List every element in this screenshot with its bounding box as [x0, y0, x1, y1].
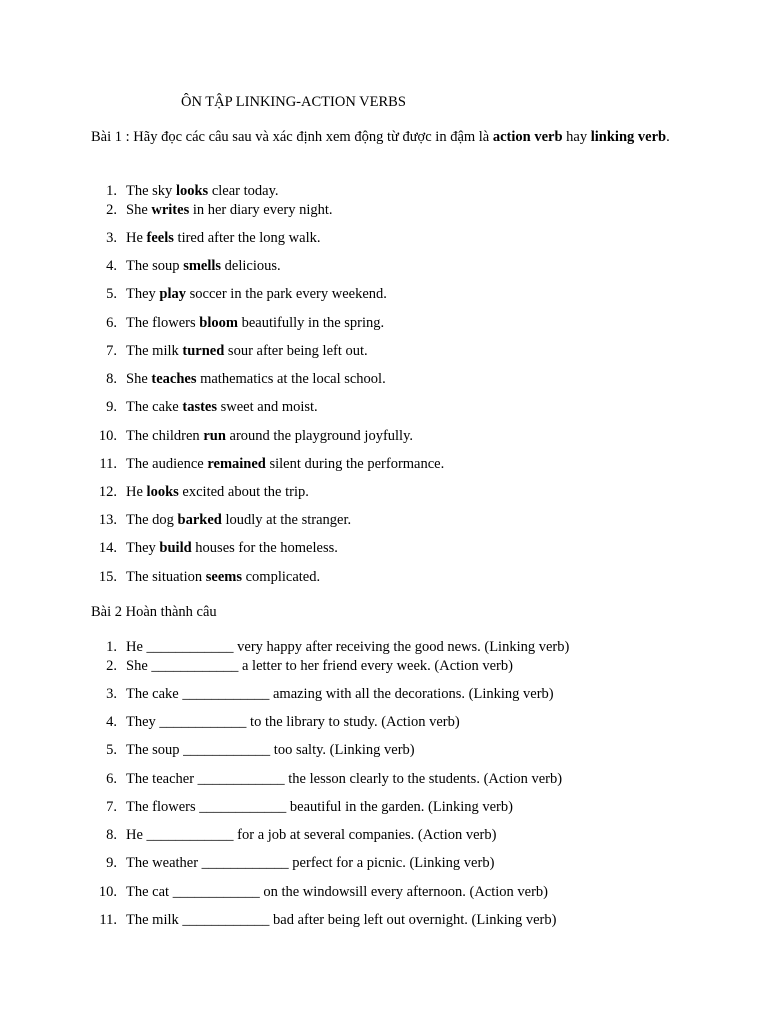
item-bold-verb: run	[203, 428, 226, 444]
item-number: 2.	[106, 202, 117, 218]
exercise2-item	[91, 740, 415, 760]
exercise1-intro-action-verb: action verb	[492, 129, 563, 145]
item-sentence: He ____________ for a job at several companies. (Action verb)	[126, 827, 497, 843]
item-bold-verb: turned	[182, 343, 225, 359]
exercise1-intro-period: .	[666, 129, 670, 145]
item-number: 11.	[99, 912, 117, 928]
item-text-after: delicious.	[221, 258, 281, 274]
item-text-before: The situation	[126, 569, 206, 585]
item-bold-verb: writes	[151, 202, 190, 218]
exercise1-item	[91, 341, 368, 361]
item-number: 10.	[98, 884, 117, 900]
item-number: 7.	[106, 343, 117, 359]
exercise1-item	[91, 538, 338, 558]
item-text-before: The soup	[126, 258, 184, 274]
exercise1-item	[91, 228, 320, 248]
item-bold-verb: play	[159, 286, 187, 302]
item-bold-verb: feels	[146, 230, 174, 246]
exercise1-item	[91, 284, 387, 304]
item-number: 11.	[99, 456, 117, 472]
item-text-after: soccer in the park every weekend.	[186, 286, 387, 302]
item-sentence: He ____________ very happy after receiving the good news. (Linking verb)	[126, 639, 570, 655]
item-number: 8.	[106, 827, 117, 843]
item-number: 4.	[106, 714, 117, 730]
item-text-after: clear today.	[208, 183, 279, 199]
item-text-before: The milk	[126, 343, 183, 359]
item-text-after: beautifully in the spring.	[237, 315, 385, 331]
exercise1-intro-text: Bài 1 : Hãy đọc các câu sau và xác định xem động từ được in đậm là	[91, 129, 493, 145]
item-text-before: The sky	[126, 183, 176, 199]
item-text-after: tired after the long walk.	[173, 230, 321, 246]
exercise2-item	[91, 853, 494, 873]
exercise1-item	[91, 454, 444, 474]
exercise1-item	[91, 482, 309, 502]
item-number: 9.	[106, 399, 117, 415]
exercise1-item	[91, 181, 279, 201]
item-number: 10.	[98, 428, 117, 444]
item-text-before: They	[126, 286, 160, 302]
item-number: 9.	[106, 855, 117, 871]
item-number: 7.	[106, 799, 117, 815]
item-sentence: The flowers ____________ beautiful in the garden. (Linking verb)	[126, 799, 513, 815]
item-number: 5.	[106, 286, 117, 302]
item-text-after: loudly at the stranger.	[221, 512, 352, 528]
item-number: 6.	[106, 771, 117, 787]
exercise1-item	[91, 426, 413, 446]
exercise2-item	[91, 797, 513, 817]
item-text-before: The cake	[126, 399, 183, 415]
item-number: 15.	[98, 569, 117, 585]
exercise2-item	[91, 882, 548, 902]
item-number: 1.	[106, 639, 117, 655]
document-title: ÔN TẬP LINKING-ACTION VERBS	[181, 94, 406, 110]
exercise2-item	[91, 684, 554, 704]
item-text-after: complicated.	[242, 569, 321, 585]
item-text-before: They	[126, 540, 160, 556]
item-bold-verb: looks	[146, 484, 179, 500]
item-bold-verb: smells	[183, 258, 222, 274]
item-text-after: around the playground joyfully.	[225, 428, 414, 444]
item-number: 6.	[106, 315, 117, 331]
item-number: 2.	[106, 658, 117, 674]
item-text-before: He	[126, 230, 147, 246]
item-text-before: The flowers	[126, 315, 200, 331]
item-text-after: silent during the performance.	[265, 456, 445, 472]
item-bold-verb: remained	[207, 456, 266, 472]
item-sentence: The soup ____________ too salty. (Linking verb)	[126, 742, 415, 758]
item-bold-verb: looks	[175, 183, 209, 199]
item-text-after: houses for the homeless.	[191, 540, 338, 556]
item-number: 14.	[98, 540, 117, 556]
item-number: 12.	[98, 484, 117, 500]
item-text-after: mathematics at the local school.	[196, 371, 386, 387]
exercise2-item	[91, 910, 556, 930]
item-number: 1.	[106, 183, 117, 199]
item-bold-verb: barked	[177, 512, 222, 528]
item-number: 3.	[106, 230, 117, 246]
item-bold-verb: teaches	[151, 371, 197, 387]
item-sentence: She ____________ a letter to her friend every week. (Action verb)	[126, 658, 513, 674]
item-text-before: The audience	[126, 456, 208, 472]
exercise1-intro-conjunction: hay	[562, 129, 591, 145]
exercise1-item	[91, 369, 386, 389]
exercise2-instructions: Bài 2 Hoàn thành câu	[91, 604, 217, 620]
item-text-after: sweet and moist.	[217, 399, 318, 415]
exercise1-item	[91, 256, 281, 276]
item-number: 5.	[106, 742, 117, 758]
item-text-before: She	[126, 202, 152, 218]
item-sentence: The cat ____________ on the windowsill every afternoon. (Action verb)	[126, 884, 549, 900]
item-text-before: The dog	[126, 512, 178, 528]
item-text-after: sour after being left out.	[224, 343, 368, 359]
item-number: 8.	[106, 371, 117, 387]
exercise1-item	[91, 313, 384, 333]
item-bold-verb: tastes	[182, 399, 217, 415]
exercise1-item	[91, 397, 318, 417]
exercise1-item	[91, 567, 320, 587]
item-text-after: excited about the trip.	[178, 484, 309, 500]
item-number: 4.	[106, 258, 117, 274]
exercise2-item	[91, 712, 460, 732]
exercise1-item	[91, 510, 351, 530]
exercise1-instructions	[91, 128, 681, 147]
item-sentence: They ____________ to the library to study. (Action verb)	[126, 714, 460, 730]
item-sentence: The weather ____________ perfect for a picnic. (Linking verb)	[126, 855, 495, 871]
item-sentence: The cake ____________ amazing with all the decorations. (Linking verb)	[126, 686, 554, 702]
exercise2-item	[91, 656, 513, 676]
exercise2-item	[91, 825, 496, 845]
exercise2-item	[91, 637, 569, 657]
item-sentence: The milk ____________ bad after being left out overnight. (Linking verb)	[126, 912, 557, 928]
exercise1-intro-linking-verb: linking verb	[590, 129, 667, 145]
item-text-after: in her diary every night.	[189, 202, 333, 218]
item-number: 13.	[98, 512, 117, 528]
item-bold-verb: bloom	[199, 315, 238, 331]
item-sentence: The teacher ____________ the lesson clearly to the students. (Action verb)	[126, 771, 563, 787]
item-text-before: The children	[126, 428, 204, 444]
exercise1-item	[91, 200, 333, 220]
item-number: 3.	[106, 686, 117, 702]
exercise2-item	[91, 769, 562, 789]
item-bold-verb: seems	[205, 569, 242, 585]
item-bold-verb: build	[159, 540, 192, 556]
item-text-before: He	[126, 484, 147, 500]
item-text-before: She	[126, 371, 152, 387]
